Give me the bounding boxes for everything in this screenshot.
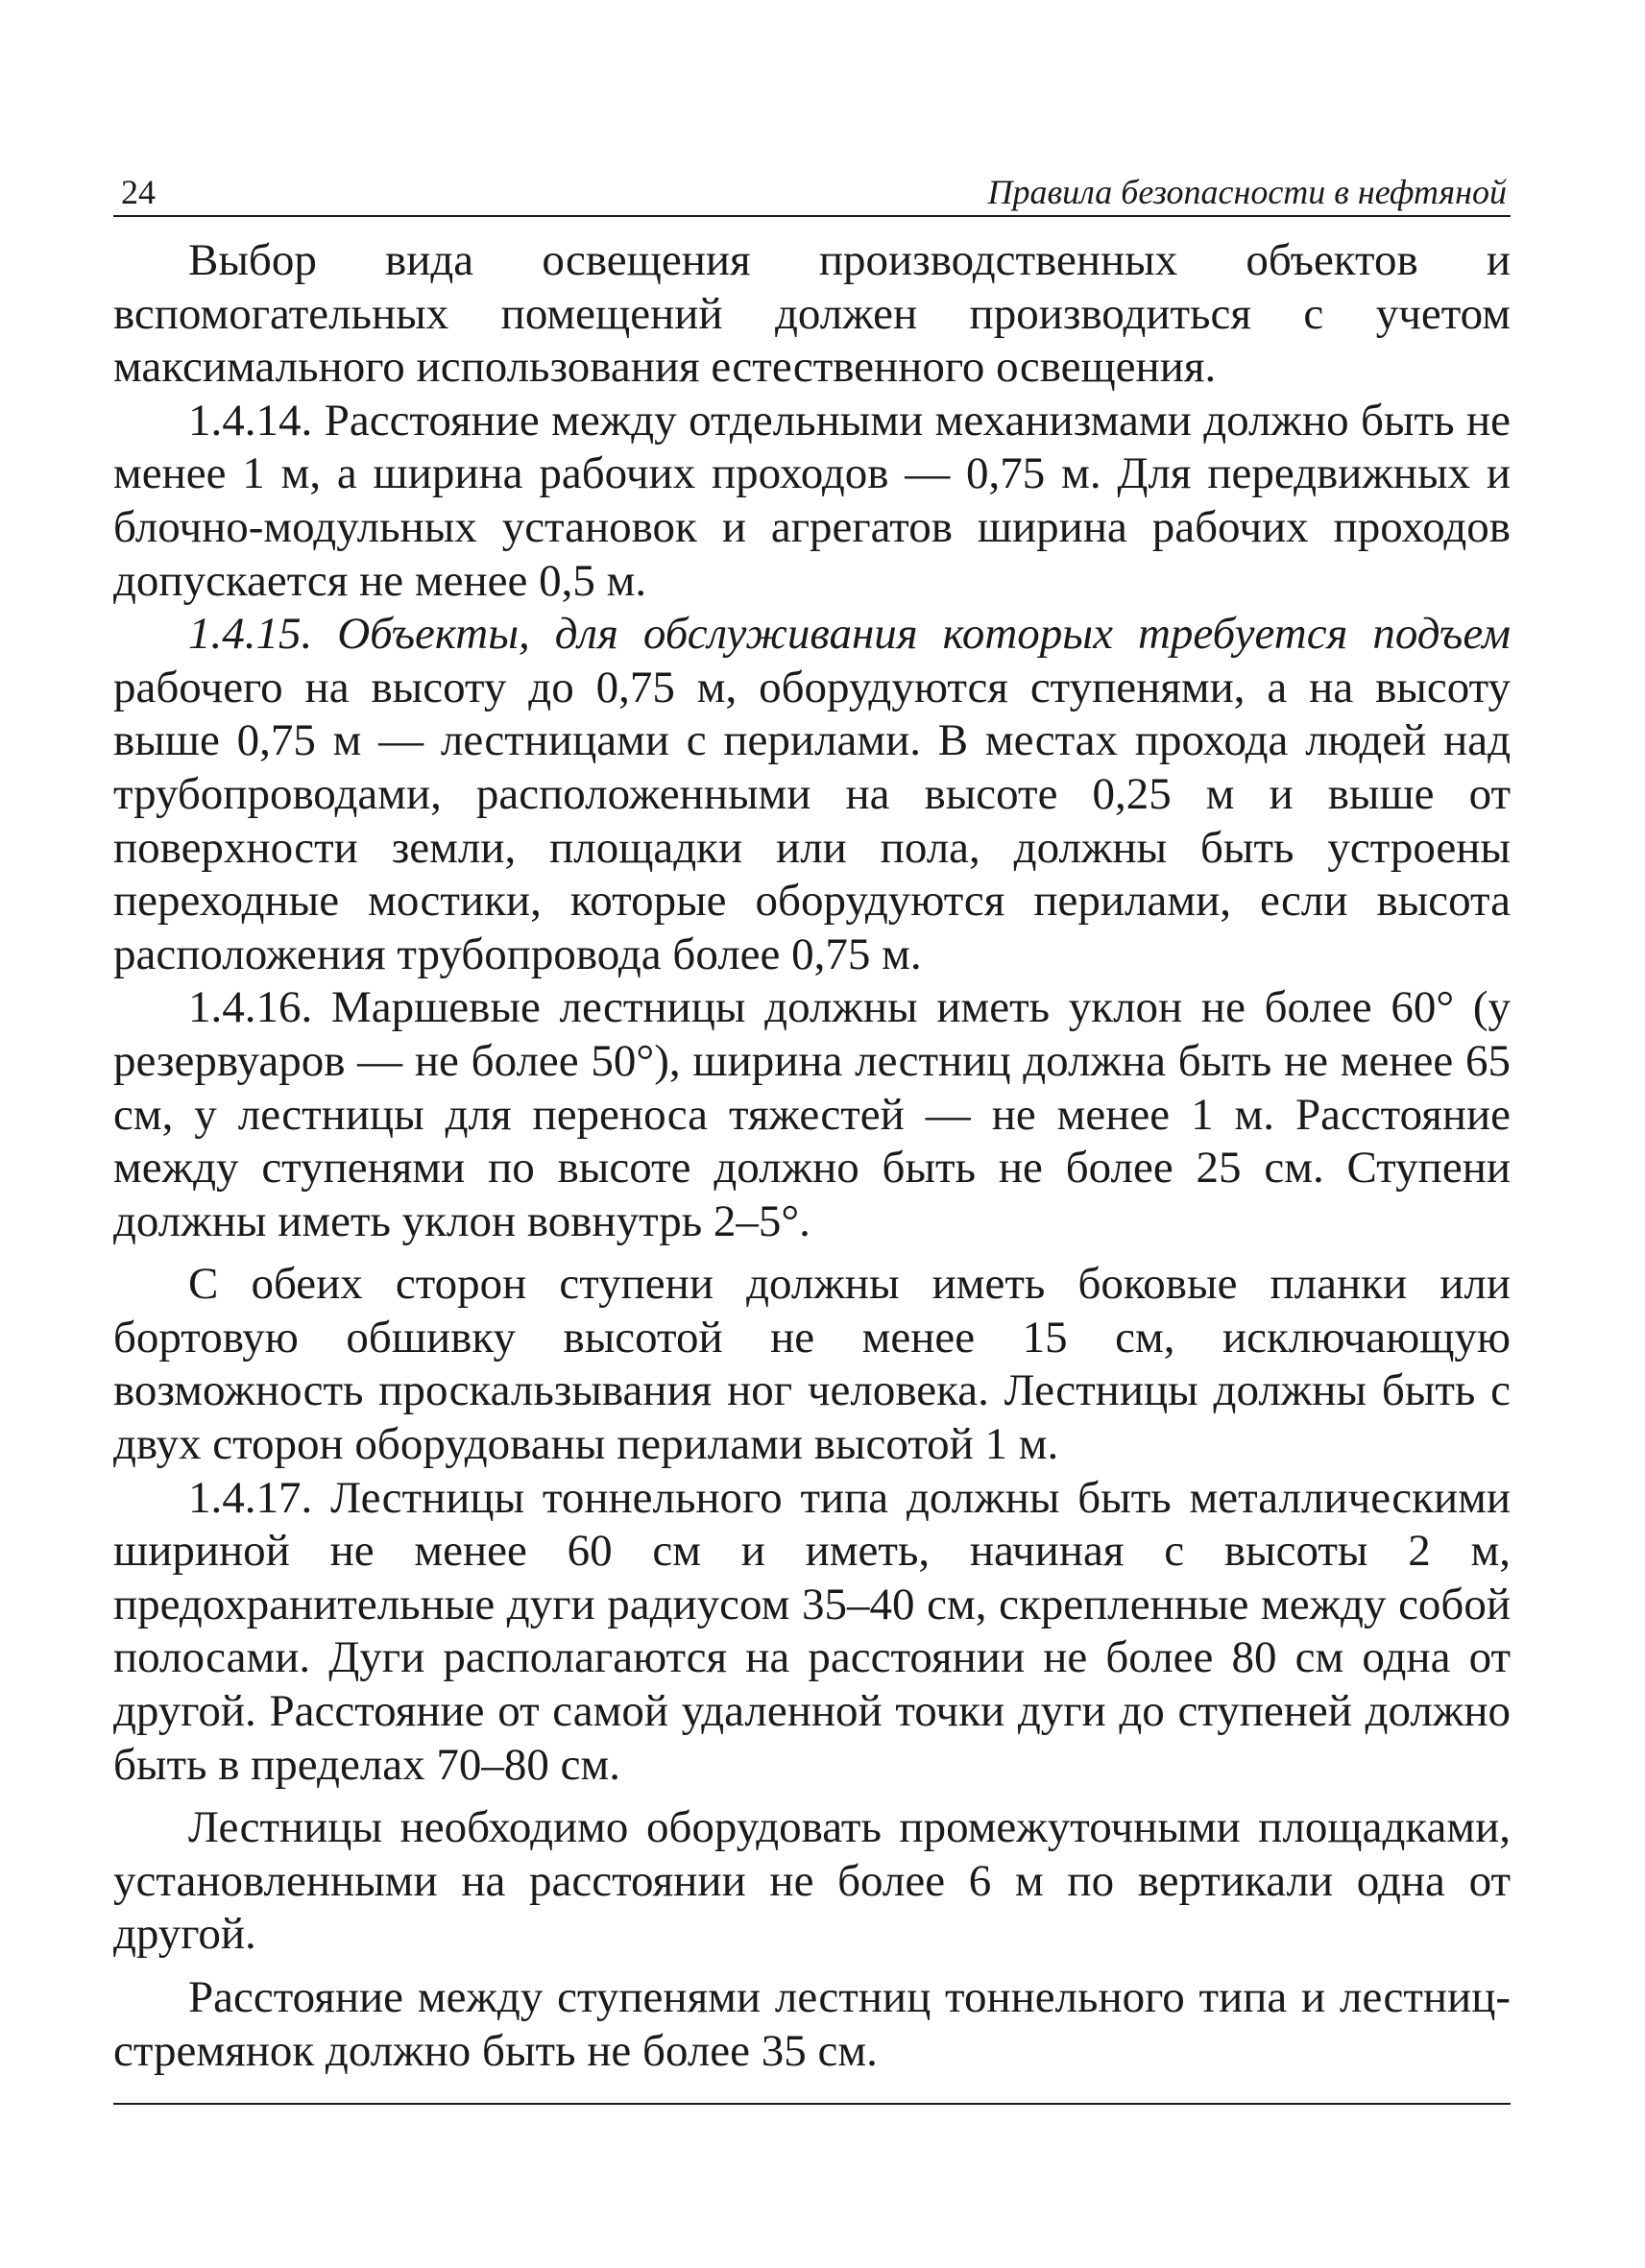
running-title: Правила безопасности в нефтяной [987, 173, 1507, 211]
paragraph-lighting: Выбор вида освещения производственных объектов и вспомогательных помещений должен производиться с учетом максимального использования естественного освещения. [113, 235, 1511, 393]
footer-rule [113, 2103, 1511, 2105]
paragraph-1-4-15 [113, 608, 1511, 981]
paragraph-1-4-17: 1.4.17. Лестницы тоннельного типа должны быть металлическими шириной не менее 60 см и иметь, начиная с высоты 2 м, предохранительные дуги радиусом 35–40 см, скрепленные между собой полосами. Дуги располагаются на расстоянии не более 80 см одна от другой. Расстояние от самой удаленной точки дуги до ступеней должно быть в пределах 70–80 см. [113, 1472, 1511, 1790]
clause-text: рабочего на высоту до 0,75 м, оборудуются ступенями, а на высоту выше 0,75 м — лестницами с перилами. В местах прохода людей над трубопроводами, расположенными на высоте 0,25 м и выше от поверхности земли, площадки или пола, должны быть устроены переходные мостики, которые оборудуются перилами, если высота расположения трубопровода более 0,75 м. [113, 662, 1511, 979]
clause-number: 1.4.15. [188, 609, 313, 660]
page-number: 24 [121, 173, 156, 211]
document-page [113, 161, 1511, 2105]
body-text [113, 234, 1511, 2078]
clause-lead: Объекты, для обслуживания которых требуется подъем [337, 609, 1511, 660]
paragraph-step-spacing: Расстояние между ступенями лестниц тоннельного типа и лестниц-стремянок должно быть не более 35 см. [113, 1972, 1511, 2076]
running-header [113, 161, 1511, 217]
paragraph-landings: Лестницы необходимо оборудовать промежуточными площадками, установленными на расстоянии не более 6 м по вертикали одна от другой. [113, 1802, 1511, 1960]
paragraph-1-4-14: 1.4.14. Расстояние между отдельными механизмами должно быть не менее 1 м, а ширина рабочих проходов — 0,75 м. Для передвижных и блочно-модульных установок и агрегатов ширина рабочих проходов допускается не менее 0,5 м. [113, 395, 1511, 606]
paragraph-1-4-16: 1.4.16. Маршевые лестницы должны иметь уклон не более 60° (у резервуаров — не более 50°), ширина лестниц должна быть не менее 65 см, у лестницы для переноса тяжестей — не менее 1 м. Расстояние между ступенями по высоте должно быть не более 25 см. Ступени должны иметь уклон вовнутрь 2–5°. [113, 982, 1511, 1246]
paragraph-side-planks: С обеих сторон ступени должны иметь боковые планки или бортовую обшивку высотой не менее 15 см, исключающую возможность проскальзывания ног человека. Лестницы должны быть с двух сторон оборудованы перилами высотой 1 м. [113, 1259, 1511, 1470]
